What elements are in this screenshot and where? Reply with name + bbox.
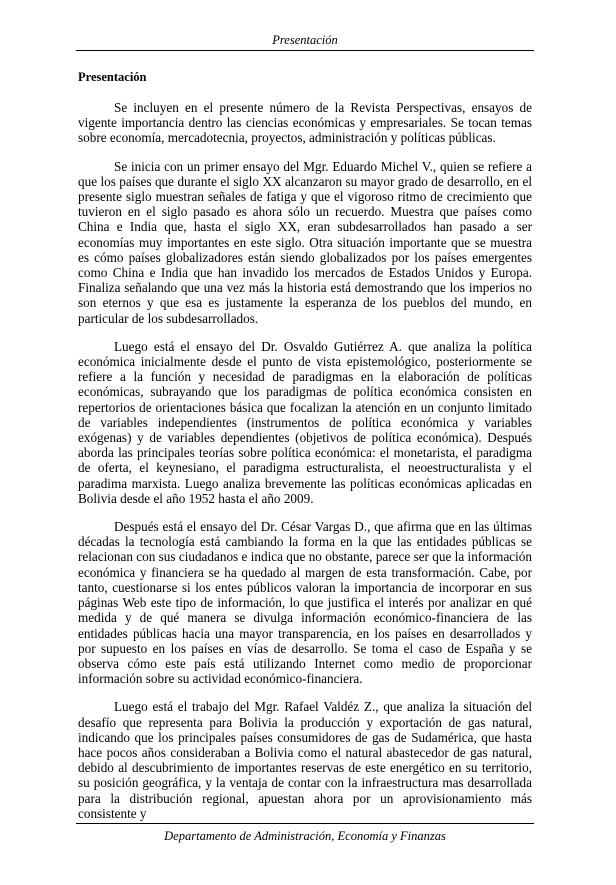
section-title: Presentación (78, 70, 147, 84)
header-rule (76, 50, 534, 51)
paragraph-valdez: Luego está el trabajo del Mgr. Rafael Valdéz Z., que analiza la situación del desafío que representa para Bolivia la producción y exportación de gas natural, indicando que los principales países consumidores de gas de Sudamérica, que hasta hace pocos años consideraban a Bolivia como el natural abastecedor de gas natural, debido al descubrimiento de importantes reservas de este energético en su territorio, su posición geográfica, y la ventaja de contar con la infraestructura mas desarrollada para la distribución regional, apuestan ahora por un aprovisionamiento más consistente y (78, 699, 532, 821)
footer-rule (76, 823, 534, 824)
document-body (78, 100, 532, 834)
running-footer: Departamento de Administración, Economía y Finanzas (164, 829, 446, 843)
paragraph-michel: Se inicia con un primer ensayo del Mgr. Eduardo Michel V., quien se refiere a que los países que durante el siglo XX alcanzaron su mayor grado de desarrollo, en el presente siglo muestran señales de fatiga y que el vigoroso ritmo de crecimiento que tuvieron en el siglo pasado es ahora sólo un recuerdo. Muestra que países como China e India que, hasta el siglo XX, eran subdesarrollados han pasado a ser economías muy importantes en este siglo. Otra situación importante que se muestra es cómo países globalizadores están siendo globalizados por los países emergentes como China e India que han invadido los mercados de Estados Unidos y Europa. Finaliza señalando que una vez más la historia está demostrando que los imperios no son eternos y que esa es justamente la esperanza de los pueblos del mundo, en particular de los subdesarrollados. (78, 158, 532, 326)
paragraph-gutierrez: Luego está el ensayo del Dr. Osvaldo Gutiérrez A. que analiza la política económica inicialmente desde el punto de vista epistemológico, posteriormente se refiere a la función y necesidad de paradigmas en la elaboración de políticas económicas, subrayando que los paradigmas de política económica consisten en repertorios de orientaciones básica que focalizan la atención en un conjunto limitado de variables independientes (instrumentos de política económica y variables exógenas) y de variables dependientes (objetivos de política económica). Después aborda las principales teorías sobre política económica: el monetarista, el paradigma de oferta, el keynesiano, el paradigma estructuralista, el neoestructuralista y el paradima marxista. Luego analiza brevemente las políticas económicas aplicadas en Bolivia desde el año 1952 hasta el año 2009. (78, 338, 532, 506)
running-header: Presentación (272, 33, 338, 47)
paragraph-vargas: Después está el ensayo del Dr. César Vargas D., que afirma que en las últimas décadas la tecnología está cambiando la forma en la que las entidades públicas se relacionan con sus ciudadanos e indica que no obstante, parece ser que la información económica y financiera se ha quedado al margen de esta transformación. Cabe, por tanto, cuestionarse si los entes públicos valoran la importancia de incorporar en sus páginas Web este tipo de información, lo que justifica el interés por analizar en qué medida y de qué manera se divulga información económico-financiera de las entidades públicas hacia una mayor transparencia, en los países en desarrollados y por supuesto en los países en vías de desarrollo. Se toma el caso de España y se observa cómo este país está utilizando Internet como medio de proporcionar información sobre su actividad económico-financiera. (78, 519, 532, 687)
paragraph-intro: Se incluyen en el presente número de la Revista Perspectivas, ensayos de vigente importancia dentro las ciencias económicas y empresariales. Se tocan temas sobre economía, mercadotecnia, proyectos, administración y políticas públicas. (78, 100, 532, 146)
